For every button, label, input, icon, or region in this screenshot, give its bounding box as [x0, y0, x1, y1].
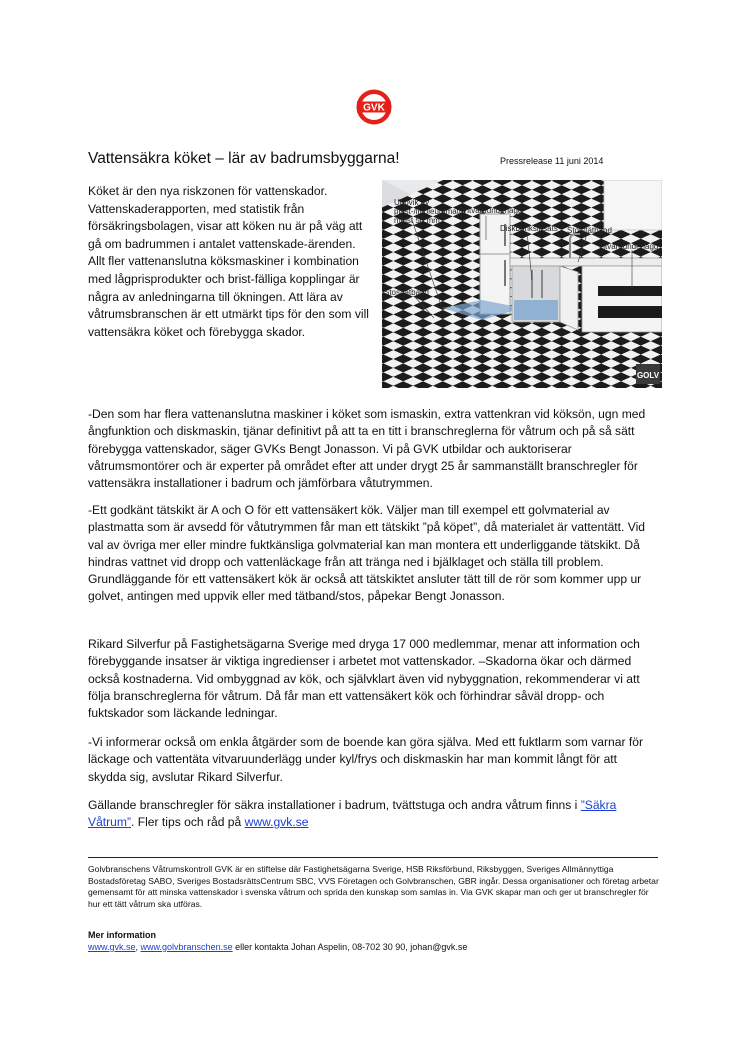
- p5-text-start: Gällande branschregler för säkra installationer i badrum, tvättstuga och andra våtrum finns i: [88, 798, 581, 812]
- body-paragraph-3: Rikard Silverfur på Fastighetsägarna Sverige med dryga 17 000 medlemmar, menar att information och förebyggande insatser är viktiga ingredienser i arbetet mot vattenskador. –Skadorna ökar och därmed också kostnaderna. Vid ombyggnad av kök, och självklart även vid nybyggnation, rekommenderar vi att följa branschreglerna för våtrum. Då får man ett vattensäkert kök och förhindrar såväl dropp- och fuktskador som läckande ledningar.: [88, 637, 640, 721]
- label-vitvaruunderlagg-2: Vitvaruunderlägg: [598, 242, 659, 251]
- intro-text: [88, 183, 373, 341]
- label-vitvaruunderlagg-1: Vitvaruunderlägg: [462, 206, 523, 215]
- gvk-logo: [355, 88, 393, 126]
- label-diskbanksinsats: Diskbänksinsats: [500, 224, 558, 233]
- footer-golvbranschen-link[interactable]: www.golvbranschen.se: [140, 942, 233, 952]
- page-title: Vattensäkra köket – lär av badrumsbyggarna!: [88, 150, 400, 167]
- intro-paragraph-1: Köket är den nya riskzonen för vattenskador. Vattenskaderapporten, med statistik från försäkringsbolagen, visar att köken nu är på väg att gå om badrummen i antalet vattenskade-ärenden.: [88, 184, 363, 251]
- footer-gvk-link[interactable]: www.gvk.se: [88, 942, 136, 952]
- body-paragraph-1: -Den som har flera vattenanslutna maskiner i köket som ismaskin, extra vattenkran vid köksön, ugn med ångfunktion och diskmaskin, tjänar definitivt på att ta en titt i branschreglerna för våtrum och på så sätt förebygga vattenskador, säger GVKs Bengt Jonasson. Vi på GVK utbildar och auktoriserar våtrumsmontörer och är experter på området efter att under drygt 25 år sammanställt branschregler för vattensäkra installationer i badrum och jämförbara våtutrymmen.: [88, 407, 646, 491]
- label-stos-tatband-1: Stos/tätband: [567, 226, 612, 235]
- label-uppvik: Uppvik av plast-/linoleummatta minst 50 mm: [394, 198, 466, 225]
- logo-text: GVK: [363, 102, 385, 114]
- label-stos-tatband-2: Stos/tätband: [384, 288, 429, 297]
- sakra-vatrum-link[interactable]: ”Säkra Våtrum”: [88, 798, 617, 830]
- intro-paragraph-2: Allt fler vattenanslutna köksmaskiner i kombination med lågprisprodukter och brist-fälliga kopplingar är några av anledningarna till ökningen. Att lära av våtrumsbranschen är ett utmärkt tips för den som vill vattensäkra köket och förebygga skador.: [88, 254, 369, 339]
- body-paragraph-5: [88, 797, 658, 832]
- body-paragraph-4: -Vi informerar också om enkla åtgärder som de boende kan göra själva. Med ett fuktlarm som varnar för läckage och vattentäta vitvaruunderlägg under kyl/frys och diskmaskin har man kommit långt för att skydda sig, avslutar Rikard Silverfur.: [88, 735, 643, 784]
- contact-text: eller kontakta Johan Aspelin, 08-702 30 90, johan@gvk.se: [232, 942, 468, 952]
- footer-divider: [88, 857, 658, 858]
- body-paragraph-2: -Ett godkänt tätskikt är A och O för ett vattensäkert kök. Väljer man till exempel ett golvmaterial av plastmatta som är avsedd för våtutrymmen får man ett tätskikt ”på köpet”, då materialet är vattentätt. Vid val av övriga mer eller mindre fuktkänsliga golvmaterial kan man montera ett underliggande tätskikt. Då hindras vattnet vid dropp och vattenläckage från att tränga ned i bjälklaget och ställa till problem. Grundläggande för ett vattensäkert kök är också att tätskiktet ansluter tätt till de rör som kommer upp ur golvet, antingen med uppvik eller med tätband/stos, påpekar Bengt Jonasson.: [88, 503, 646, 604]
- kitchen-illustration: [382, 180, 662, 388]
- gvk-link[interactable]: www.gvk.se: [244, 815, 309, 830]
- illustration-watermark: GOLV: [636, 371, 660, 380]
- more-info-heading: Mer information: [88, 930, 157, 940]
- contact-line: [88, 942, 467, 952]
- p5-text-middle: . Fler tips och råd på: [131, 815, 245, 830]
- contact-separator: ,: [135, 942, 141, 952]
- footer-about: Golvbranschens Våtrumskontroll GVK är en stiftelse där Fastighetsägarna Sverige, HSB Riksförbund, Riksbyggen, Sveriges Allmännyttiga Bostadsföretag SABO, Sveriges BostadsrättsCentrum SBC, VVS Företagen och Golvbranschen, GBR ingår. Dessa organisationer och företag arbetar gemensamt för att minska vattenskador i svenska våtrum och sprida den kunskap som samlas in. Via GVK skapar man och ger ut branschregler för hur ett tätt våtrum ska utföras.: [88, 864, 659, 909]
- release-date: Pressrelease 11 juni 2014: [500, 156, 604, 166]
